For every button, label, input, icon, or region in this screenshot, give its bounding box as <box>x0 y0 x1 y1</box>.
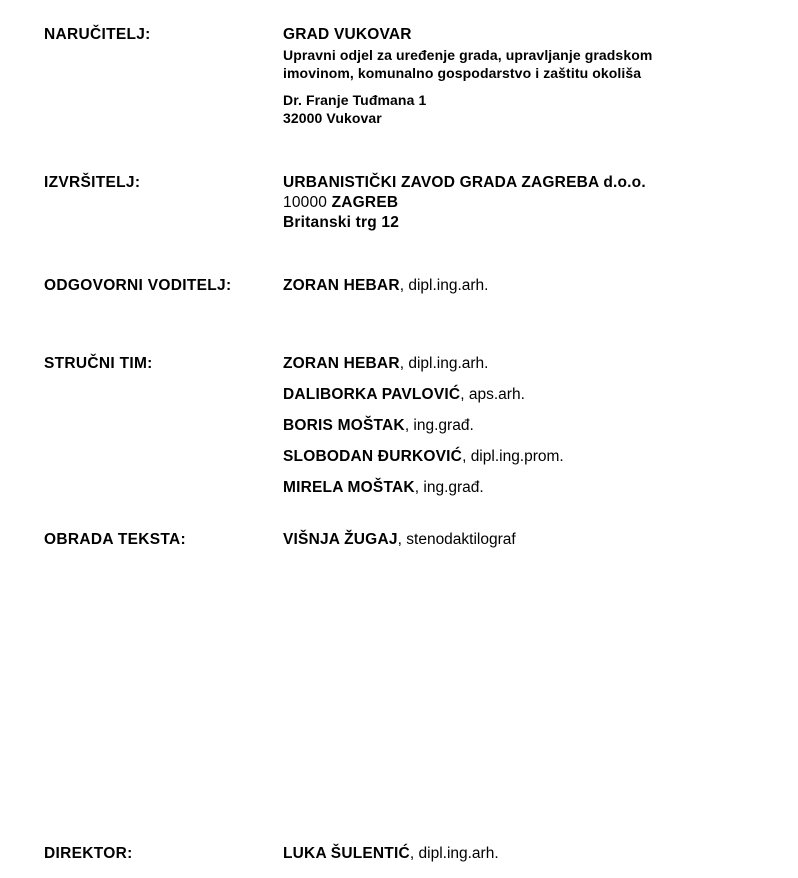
narucitelj-dept-line2: imovinom, komunalno gospodarstvo i zaštitu okoliša <box>283 65 642 81</box>
person-title: , ing.građ. <box>404 417 474 434</box>
izvrsitelj-city-line <box>283 194 398 212</box>
person-name: MIRELA MOŠTAK <box>283 479 415 496</box>
person-name: VIŠNJA ŽUGAJ <box>283 531 398 548</box>
person-title: , ing.građ. <box>414 479 484 496</box>
person-name: ZORAN HEBAR <box>283 277 400 294</box>
person-title: , dipl.ing.arh. <box>409 845 499 862</box>
person-name: BORIS MOŠTAK <box>283 417 405 434</box>
narucitelj-address-line2: 32000 Vukovar <box>283 110 382 126</box>
team-member <box>283 386 525 404</box>
person-title: , dipl.ing.arh. <box>399 277 489 294</box>
obrada-teksta-person <box>283 531 516 549</box>
team-member <box>283 417 474 435</box>
team-member <box>283 448 564 466</box>
izvrsitelj-company: URBANISTIČKI ZAVOD GRADA ZAGREBA d.o.o. <box>283 174 646 191</box>
narucitelj-address-line1: Dr. Franje Tuđmana 1 <box>283 92 427 108</box>
person-name: ZORAN HEBAR <box>283 355 400 372</box>
izvrsitelj-street: Britanski trg 12 <box>283 214 400 231</box>
odgovorni-voditelj-person <box>283 277 488 295</box>
narucitelj-label: NARUČITELJ: <box>44 26 151 43</box>
direktor-person <box>283 845 499 863</box>
strucni-tim-label: STRUČNI TIM: <box>44 355 153 372</box>
person-title: , stenodaktilograf <box>397 531 516 548</box>
izvrsitelj-postal-code: 10000 <box>283 194 332 211</box>
person-title: , aps.arh. <box>460 386 525 403</box>
person-title: , dipl.ing.prom. <box>462 448 564 465</box>
person-name: SLOBODAN ĐURKOVIĆ <box>283 448 463 465</box>
narucitelj-dept-line1: Upravni odjel za uređenje grada, upravljanje gradskom <box>283 47 653 63</box>
izvrsitelj-city: ZAGREB <box>331 194 399 211</box>
person-name: DALIBORKA PAVLOVIĆ <box>283 386 461 403</box>
izvrsitelj-label: IZVRŠITELJ: <box>44 174 141 191</box>
team-member <box>283 479 484 497</box>
person-title: , dipl.ing.arh. <box>399 355 489 372</box>
odgovorni-voditelj-label: ODGOVORNI VODITELJ: <box>44 277 232 294</box>
direktor-label: DIREKTOR: <box>44 845 133 862</box>
person-name: LUKA ŠULENTIĆ <box>283 845 410 862</box>
narucitelj-name: GRAD VUKOVAR <box>283 26 412 43</box>
team-member <box>283 355 488 373</box>
obrada-teksta-label: OBRADA TEKSTA: <box>44 531 186 548</box>
